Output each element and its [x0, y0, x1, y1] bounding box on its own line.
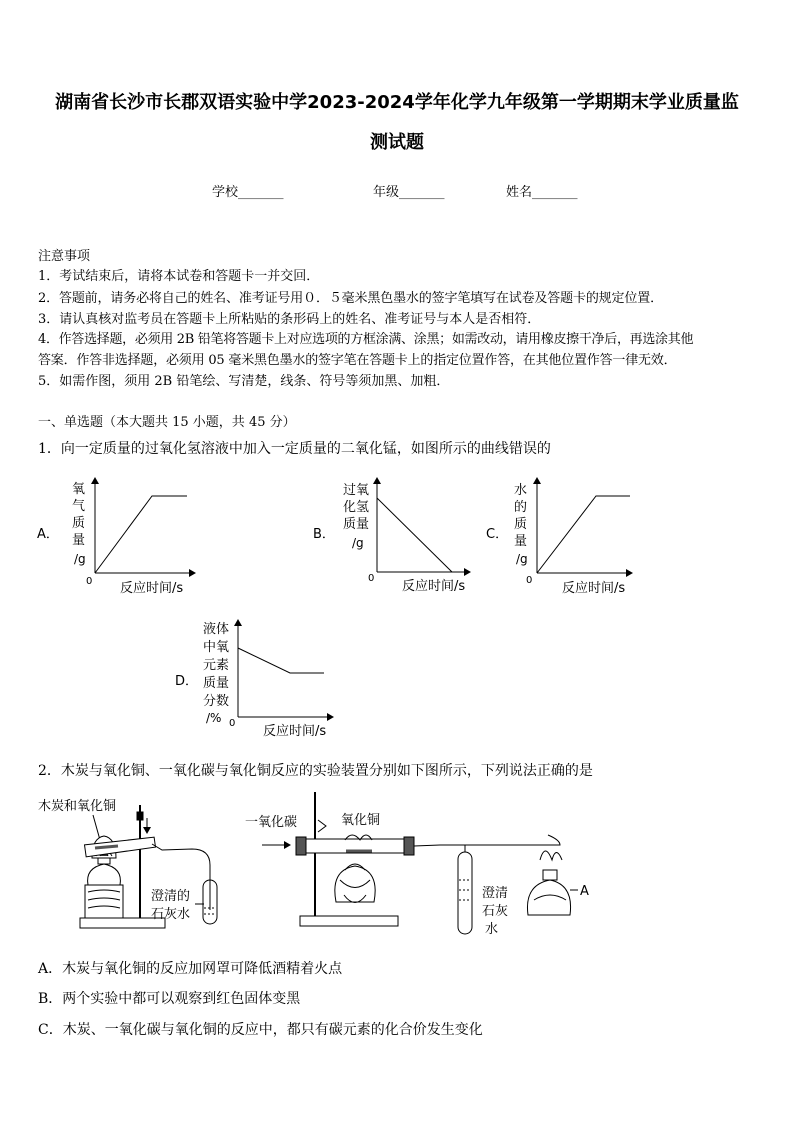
- curve: [95, 496, 187, 573]
- option-label: C．: [486, 527, 509, 542]
- y-axis-label: 分数: [203, 694, 230, 709]
- curve: [537, 496, 630, 573]
- notice-item: 2．答题前，请务必将自己的姓名、准考证号用０．５毫米黑色墨水的签字笔填写在试卷及答题卡的规定位置．: [38, 291, 663, 306]
- apparatus-label: 木炭和氧化铜: [38, 799, 117, 814]
- page-title-line2: 测试题: [370, 132, 424, 153]
- y-axis-unit: /%: [206, 711, 222, 725]
- notice-item: 4．作答选择题，必须用 2B 铅笔将答题卡上对应选项的方框涂满、涂黑；如需改动，请用橡皮擦干净后，再选涂其他: [38, 332, 694, 347]
- y-axis-label: 液体: [203, 622, 230, 637]
- y-axis-label: 质: [72, 516, 86, 531]
- lamp-label: A: [580, 884, 589, 899]
- notice-item: 1．考试结束后，请将本试卷和答题卡一并交回．: [38, 269, 320, 284]
- limewater-label: 石灰水: [151, 907, 191, 922]
- limewater-label: 澄清: [482, 886, 509, 901]
- origin-label: 0: [368, 573, 375, 584]
- graph-b: [313, 478, 470, 594]
- option-a: A．木炭与氧化铜的反应加网罩可降低酒精着火点: [38, 961, 343, 977]
- option-c: C．木炭、一氧化碳与氧化铜的反应中，都只有碳元素的化合价发生变化: [38, 1022, 483, 1038]
- y-axis-label: 质: [514, 517, 528, 532]
- page-title-line1: 湖南省长沙市长郡双语实验中学2023-2024学年化学九年级第一学期期末学业质量监: [55, 92, 739, 113]
- limewater-label: 澄清的: [151, 889, 191, 904]
- option-label: D．: [175, 674, 199, 689]
- notice-heading: 注意事项: [38, 249, 91, 264]
- y-axis-unit: /g: [516, 552, 528, 566]
- x-axis-label: 反应时间/s: [263, 724, 327, 739]
- x-axis-label: 反应时间/s: [120, 581, 184, 596]
- y-axis-label: 气: [72, 499, 86, 514]
- apparatus-co-cuo: [245, 792, 589, 937]
- option-label: B．: [313, 527, 335, 542]
- apparatus-label: 氧化铜: [341, 813, 381, 828]
- limewater-label: 石灰: [482, 904, 509, 919]
- origin-label: 0: [526, 575, 533, 586]
- x-axis-label: 反应时间/s: [402, 579, 466, 594]
- y-axis-label: 元素: [203, 658, 230, 673]
- curve: [238, 648, 324, 673]
- origin-label: 0: [229, 718, 236, 729]
- graph-c: [486, 478, 632, 596]
- y-axis-label: 过氧: [343, 483, 370, 498]
- origin-label: 0: [86, 576, 93, 587]
- graph-a: [37, 478, 195, 596]
- option-b: B．两个实验中都可以观察到红色固体变黑: [38, 991, 301, 1007]
- y-axis-label: 质量: [203, 676, 230, 691]
- notice-item: 5．如需作图，须用 2B 铅笔绘、写清楚，线条、符号等须加黑、加粗．: [38, 374, 450, 389]
- school-field: 学校_______: [212, 185, 284, 200]
- y-axis-unit: /g: [352, 536, 364, 550]
- curve: [377, 498, 452, 572]
- y-axis-label: 的: [514, 500, 528, 515]
- grade-field: 年级_______: [373, 185, 445, 200]
- x-axis-label: 反应时间/s: [562, 581, 626, 596]
- apparatus-label: 一氧化碳: [245, 815, 298, 830]
- name-field: 姓名_______: [506, 185, 578, 200]
- apparatus-charcoal-cuo: [38, 798, 217, 928]
- y-axis-label: 质量: [343, 517, 370, 532]
- notice-item: 答案．作答非选择题，必须用 05 毫米黑色墨水的签字笔在答题卡上的指定位置作答，在其他位置作答一律无效．: [38, 353, 677, 368]
- y-axis-label: 氧: [72, 482, 86, 497]
- y-axis-label: 中氧: [203, 640, 230, 655]
- y-axis-label: 量: [72, 533, 86, 548]
- y-axis-unit: /g: [74, 552, 86, 566]
- option-label: A．: [37, 527, 59, 542]
- notice-item: 3．请认真核对监考员在答题卡上所粘贴的条形码上的姓名、准考证号与本人是否相符．: [38, 312, 541, 327]
- y-axis-label: 水: [514, 483, 528, 498]
- y-axis-label: 化氢: [343, 500, 370, 515]
- graph-d: [175, 620, 333, 739]
- question-1-text: 1．向一定质量的过氧化氢溶液中加入一定质量的二氧化锰，如图所示的曲线错误的: [38, 441, 551, 457]
- section-heading: 一、单选题（本大题共 15 小题，共 45 分）: [38, 415, 296, 430]
- limewater-label: 水: [485, 922, 499, 937]
- y-axis-label: 量: [514, 534, 528, 549]
- question-2-text: 2．木炭与氧化铜、一氧化碳与氧化铜反应的实验装置分别如下图所示，下列说法正确的是: [38, 763, 593, 779]
